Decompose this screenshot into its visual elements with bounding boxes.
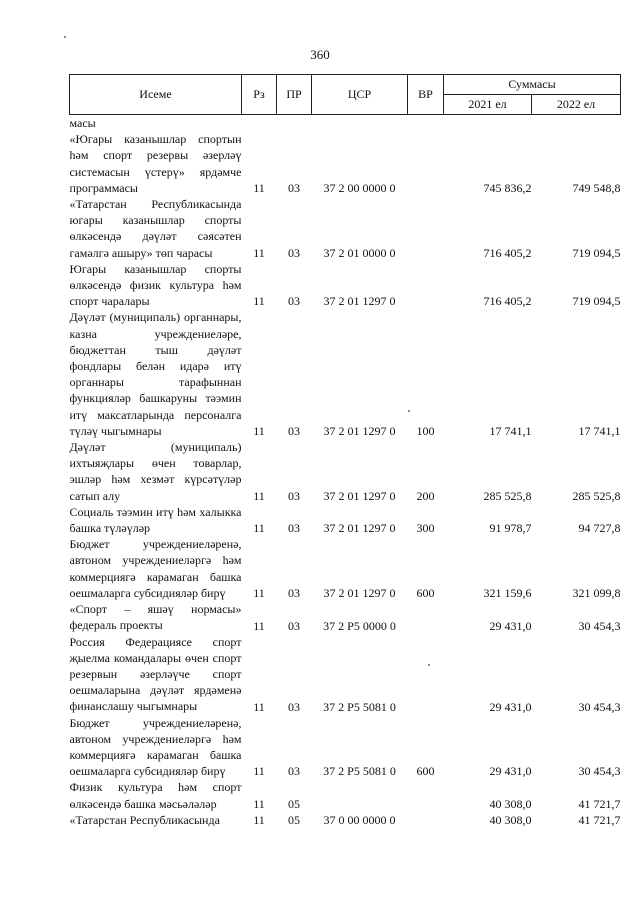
scan-speck (428, 664, 430, 666)
row-csr: 37 2 01 1297 0 (323, 294, 396, 309)
row-2021: 716 405,2 (483, 294, 532, 309)
row-name: Дәүләт (муниципаль) ихтыяҗлары өчен товарлар, эшләр һәм хезмәт күрсәтүләр сатып алу (69, 440, 242, 503)
header-vr: ВР (408, 75, 444, 115)
row-csr (312, 779, 408, 811)
row-name: Бюджет учреждениеләренә, автоном учреждениеләргә һәм коммерциягә карамаган башка оешмаларга субсидияләр бирү (69, 715, 242, 779)
scan-speck (64, 36, 66, 38)
row-pr: 05 (288, 796, 300, 811)
header-year-2021: 2021 ел (444, 95, 532, 115)
row-2021: 91 978,7 (489, 521, 532, 536)
row-name: Югары казанышлар спорты өлкәсендә физик культура һәм спорт чаралары (69, 261, 242, 309)
row-pr: 03 (288, 294, 300, 309)
row-vr: 200 (416, 488, 435, 503)
row-pr: 03 (288, 618, 300, 633)
row-2022: 41 721,7 (578, 796, 621, 811)
row-rz: 11 (253, 699, 265, 714)
header-csr: ЦСР (312, 75, 408, 115)
row-name: Россия Федерациясе спорт җыелма командалары өчен спорт резервын әзерләүче спорт оешмаларына дәүләт ярдәменә финанслашу чыгымнары (69, 634, 242, 714)
table-row (70, 536, 621, 601)
row-pr (277, 115, 312, 132)
table-row (70, 115, 621, 132)
row-vr (408, 196, 444, 261)
row-rz: 11 (253, 812, 265, 827)
row-2021: 29 431,0 (489, 618, 532, 633)
row-name: Социаль тәэмин итү һәм халыкка башка түләүләр (69, 504, 242, 536)
row-2021: 17 741,1 (489, 424, 532, 439)
table-row (70, 601, 621, 633)
row-rz: 11 (253, 424, 265, 439)
row-name: «Татарстан Республикасында (69, 812, 220, 827)
row-name: Физик культура һәм спорт өлкәсендә башка мәсьәләләр (69, 780, 242, 811)
row-rz: 11 (253, 521, 265, 536)
row-2021: 29 431,0 (489, 699, 532, 714)
row-2022: 719 094,5 (572, 245, 621, 260)
row-vr (408, 601, 444, 633)
row-rz: 11 (253, 488, 265, 503)
row-2021: 321 159,6 (483, 586, 532, 601)
header-sums: Суммасы (444, 75, 621, 95)
table-row (70, 779, 621, 811)
row-vr (408, 634, 444, 715)
row-vr (408, 115, 444, 132)
budget-table (69, 74, 621, 828)
table-row (70, 309, 621, 439)
table-row (70, 634, 621, 715)
row-2021: 29 431,0 (489, 764, 532, 779)
row-vr: 600 (416, 586, 435, 601)
row-name: «Югары казанышлар спортын һәм спорт резервы әзерләү системасын үстерү» ярдәмче программасы (69, 132, 242, 195)
row-vr: 100 (416, 424, 435, 439)
row-2022: 94 727,8 (578, 521, 621, 536)
row-vr (408, 812, 444, 828)
table-row (70, 812, 621, 828)
row-name: масы (69, 116, 96, 130)
row-2022: 30 454,3 (578, 618, 621, 633)
row-csr: 37 2 01 1297 0 (323, 488, 396, 503)
row-2021: 716 405,2 (483, 245, 532, 260)
row-rz: 11 (253, 181, 265, 196)
row-2022: 749 548,8 (572, 181, 621, 196)
row-vr (408, 131, 444, 196)
page-number: 360 (310, 47, 330, 62)
row-2022: 719 094,5 (572, 294, 621, 309)
row-2022: 17 741,1 (578, 424, 621, 439)
table-body (70, 115, 621, 828)
row-2021: 745 836,2 (483, 181, 532, 196)
row-pr: 03 (288, 424, 300, 439)
row-pr: 03 (288, 699, 300, 714)
row-csr: 37 2 01 1297 0 (323, 521, 396, 536)
table-header (70, 75, 621, 115)
row-vr (408, 261, 444, 310)
row-2022: 30 454,3 (578, 764, 621, 779)
row-name: «Татарстан Республикасында югары казанышлар спорты өлкәсендә дәүләт сәясәтен гамәлгә ашыру» төп чарасы (69, 197, 242, 260)
table-row (70, 715, 621, 780)
row-vr: 300 (416, 521, 435, 536)
row-vr (408, 779, 444, 811)
row-pr: 03 (288, 521, 300, 536)
row-csr: 37 2 P5 0000 0 (323, 618, 396, 633)
row-2021 (444, 115, 532, 132)
row-2021: 285 525,8 (483, 488, 532, 503)
row-csr: 37 2 P5 5081 0 (323, 699, 396, 714)
row-name: «Спорт – яшәү нормасы» федераль проекты (69, 602, 242, 633)
row-name: Дәүләт (муниципаль) органнары, казна учреждениеләре, бюджеттан тыш дәүләт фондлары белән идарә итү органнары тарафыннан функцияләр башкаруны тәэмин итү максатларында персоналга түләү чыгымнары (69, 310, 242, 438)
row-pr: 03 (288, 764, 300, 779)
row-rz: 11 (253, 245, 265, 260)
row-csr: 37 0 00 0000 0 (323, 812, 396, 827)
row-2022: 321 099,8 (572, 586, 621, 601)
row-pr: 03 (288, 181, 300, 196)
row-csr: 37 2 P5 5081 0 (323, 764, 396, 779)
row-rz: 11 (253, 294, 265, 309)
row-csr (312, 115, 408, 132)
table-row (70, 439, 621, 504)
scan-speck (408, 410, 410, 412)
row-rz (242, 115, 277, 132)
row-rz: 11 (253, 586, 265, 601)
row-pr: 03 (288, 488, 300, 503)
row-pr: 03 (288, 586, 300, 601)
row-csr: 37 2 01 1297 0 (323, 424, 396, 439)
table-row (70, 504, 621, 536)
row-2021: 40 308,0 (489, 796, 532, 811)
row-pr: 05 (288, 812, 300, 827)
row-csr: 37 2 01 1297 0 (323, 586, 396, 601)
row-2022: 41 721,7 (578, 812, 621, 827)
row-pr: 03 (288, 245, 300, 260)
row-vr: 600 (416, 764, 435, 779)
row-rz: 11 (253, 764, 265, 779)
table-row (70, 261, 621, 310)
table-row (70, 131, 621, 196)
row-rz: 11 (253, 618, 265, 633)
row-name: Бюджет учреждениеләренә, автоном учреждениеләргә һәм коммерциягә карамаган башка оешмаларга субсидияләр бирү (69, 537, 242, 600)
table-row (70, 196, 621, 261)
header-name: Исеме (70, 75, 242, 115)
header-pr: ПР (277, 75, 312, 115)
row-rz: 11 (253, 796, 265, 811)
header-rz: Рз (242, 75, 277, 115)
row-2022: 285 525,8 (572, 488, 621, 503)
row-csr: 37 2 00 0000 0 (323, 181, 396, 196)
row-2021: 40 308,0 (489, 812, 532, 827)
row-csr: 37 2 01 0000 0 (323, 245, 396, 260)
row-2022: 30 454,3 (578, 699, 621, 714)
row-2022 (532, 115, 621, 132)
header-year-2022: 2022 ел (532, 95, 621, 115)
